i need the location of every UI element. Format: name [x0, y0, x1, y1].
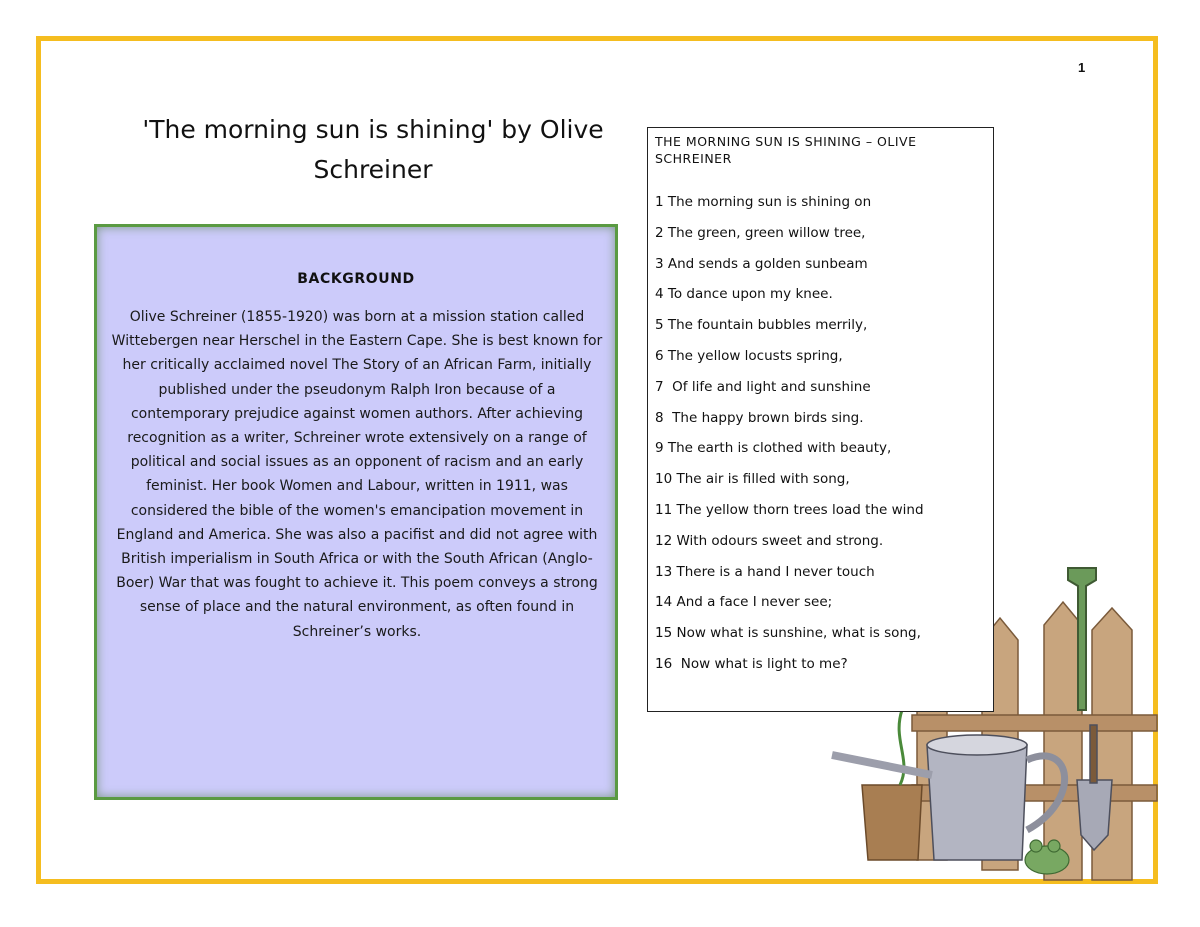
- flowerpot-picture: [862, 710, 922, 860]
- poem-line: 4 To dance upon my knee.: [655, 286, 833, 303]
- poem-line: 6 The yellow locusts spring,: [655, 347, 843, 364]
- poem-line: 14 And a face I never see;: [655, 594, 833, 611]
- poem-line: 9 The earth is clothed with beauty,: [655, 440, 892, 457]
- background-heading: BACKGROUND: [297, 271, 415, 287]
- poem-title: THE MORNING SUN IS SHINING – OLIVE SCHREINER: [655, 134, 917, 166]
- page-number: 1: [1078, 60, 1086, 75]
- poem-line: 8 The happy brown birds sing.: [655, 409, 864, 426]
- poem-line: 15 Now what is sunshine, what is song,: [655, 625, 921, 642]
- poem-line: 16 Now what is light to me?: [655, 655, 848, 672]
- poem-line: 1 The morning sun is shining on: [655, 194, 872, 210]
- page-title: 'The morning sun is shining' by Olive Schreiner: [142, 115, 604, 184]
- poem-line: 10 The air is filled with song,: [655, 471, 850, 488]
- poem-line: 3 And sends a golden sunbeam: [655, 255, 868, 272]
- poem-line: 2 The green, green willow tree,: [655, 224, 866, 241]
- poem-line: 11 The yellow thorn trees load the wind: [655, 501, 924, 518]
- background-text: Olive Schreiner (1855-1920) was born at a mission station called Wittebergen near Herschel in the Eastern Cape. She is best known for her critically acclaimed novel The Story of an African Farm, initially published under the pseudonym Ralph Iron because of a contemporary prejudice against women authors. After achieving recognition as a writer, Schreiner wrote extensively on a range of political and social issues as an opponent of racism and an early feminist. Her book Women and Labour, written in 1911, was considered the bible of the women's emancipation movement in England and America. She was also a pacifist and did not agree with British imperialism in South Africa or with the South African (Anglo-Boer) War that was fought to achieve it. This poem conveys a strong sense of place and the natural environment, as often found in Schreiner’s works.: [111, 309, 603, 640]
- poem-line: 13 There is a hand I never touch: [655, 563, 875, 580]
- poem-line: 7 Of life and light and sunshine: [655, 378, 871, 395]
- poem-line: 12 With odours sweet and strong.: [655, 532, 884, 549]
- poem-line: 5 The fountain bubbles merrily,: [655, 317, 868, 334]
- poem-lines: [655, 190, 924, 683]
- background-box: [94, 224, 618, 800]
- poem-box: [647, 127, 994, 712]
